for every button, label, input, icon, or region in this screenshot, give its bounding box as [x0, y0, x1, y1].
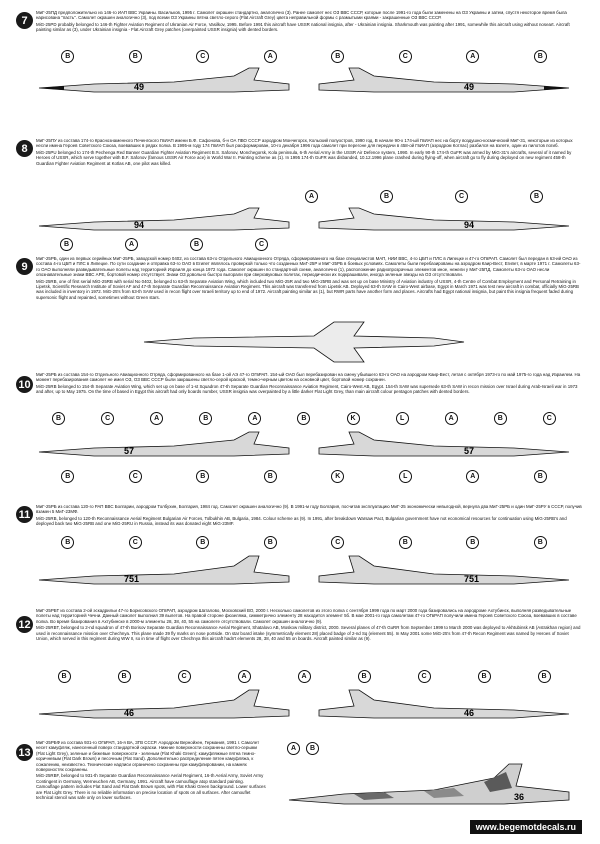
jet-camouflage-profile	[284, 760, 574, 820]
marking-circle: B	[534, 536, 547, 549]
tail-number: 57	[124, 446, 135, 456]
marking-circle: B	[199, 412, 212, 425]
jet-profile-left	[34, 430, 294, 464]
tail-number: 36	[514, 792, 525, 802]
marking-circle: A	[287, 742, 300, 755]
tail-number: 46	[124, 708, 135, 718]
tail-number: 57	[464, 446, 475, 456]
marking-circle: C	[101, 412, 114, 425]
section-12	[14, 608, 586, 734]
jet-profile-right	[314, 430, 574, 464]
marking-circle: A	[445, 412, 458, 425]
text-ru: МиГ-25ПД предположительно из 146-го ИАП ВВС Украины. Васильков, 1995 г. Самолет окрашен стандартно, аналогично (3). Ранее самолет нес ОЗ ВВС СССР, которые после 1991-го года были заменены на ОЗ Украины и затем, спустя некоторое время была нарисована "пасть". Самолет окрашен аналогично (3), под всеми ОЗ Украины пятна светло-серого (Flat Aircraft Grey) цвета неправильной формы с размытыми краями - закрашенные ОЗ ВВС СССР.	[36, 10, 567, 21]
section-text	[36, 256, 582, 316]
text-ru: МиГ-25РБТ из состава 2-ой эскадрильи 47-го Борисовского ОГвРАП, аэродром Шаталово, Московский ВО, 2000 г. Несколько самолетов из этого полка с сентября 1999 года по март 2000 года базировались на аэродроме Ахтубинск, выполняя разведывательные полеты над территорией Чечни. Данный самолет выполнил 39 вылетов. На правой стороне фюзеляжа, симметрично элементу 28 находится элемент 5б. В мае 2001-го года самолетам 47-го ОГвРАП получили имена Героев Советского Союза, воевавших в составе полка. Во время базирования в Ахтубинске в 2000-м элементы 28, 38, 40, 55 на самолете отсутствовали. Самолет окрашен аналогично (9).	[36, 608, 577, 624]
tail-number: 49	[464, 82, 475, 92]
jet-profile-left	[34, 66, 294, 100]
marking-circle: B	[61, 50, 74, 63]
text-en: MiG-25RBF, belonged to 931-th Separate Guardian Reconnaissance Aerial Regiment, 16-th Aerial Army, Soviet Army Contingent in Germany, Werneuchen AB, Germany, 1991. Aircraft have camouflage atop standard painting. Camouflage pattern includes Flat Sand and Flat Dark Brown spots, with Flat Khaki Green background. Lower surfaces are Flat Light Grey. There is no reliable information on precise location of spots on all surfaces. After camouflet technical stencil was safe only on lower surfaces.	[36, 773, 266, 801]
text-ru: МиГ-25РБ из состава 120-го РАП ВВС Болгарии, аэродром Толбухин, Болгария, 1984 год. Самолет окрашен аналогично (9). В 1991-м году Болгария, посчитав эксплуатацию МиГ-25 экономически невыгодной, вернула два МиГ-25РБ и один МиГ-25РУ в СССР, получив взамен 5 МиГ-23МФ.	[36, 504, 582, 515]
marking-circle: B	[196, 470, 209, 483]
markings-row	[34, 412, 574, 426]
section-text	[36, 138, 582, 188]
marking-circle: B	[380, 190, 393, 203]
marking-circle: B	[61, 536, 74, 549]
marking-circle: C	[178, 670, 191, 683]
markings-row	[274, 190, 574, 204]
marking-circle: B	[60, 238, 73, 251]
marking-circle: C	[455, 190, 468, 203]
marking-circle: B	[306, 742, 319, 755]
marking-circle: B	[494, 412, 507, 425]
marking-circle: B	[52, 412, 65, 425]
text-en: MiG-25RB, belonged to 120-th Reconnaissance Aerial Regiment Bulgarian Air Forces, Tolbukhin AB, Bulgaria, 1984. Colour scheme as (9). In 1991, after breakdown Warsaw Pact, Bulgarian government have not economical resources for continuation using MiG-25RB's and deployed back two MiG-25RB and one MiG-25RU in Russia, instead its was donated eight MiG-23MF.	[36, 515, 567, 527]
marking-circle: A	[466, 50, 479, 63]
text-ru: МиГ-25РБФ из состава 931-го ОГвРАП, 16-я ВА, ЗГВ СССР. Аэродром Вернойхен, Германия, 1991 г. Самолет несет камуфляж, нанесенный поверх стандартной окраски. Нижние поверхности сохранены светло-серыми (Flat Light Grey), зеленые и бежевые поверхности - зеленым (Flat Khaki Green); камуфляжные пятна темно-коричневым (Flat Dark Brown) и песочным (Flat Sand). Дополнительно распределение пятен камуфляжа, к сожалению, неизвестно. Технические надписи ограничено сохранены при камуфлировании, на камнях поверхностях сохранены.	[36, 740, 260, 773]
marking-circle: A	[248, 412, 261, 425]
marking-circle: B	[118, 670, 131, 683]
marking-circle: B	[478, 670, 491, 683]
marking-circle: B	[534, 470, 547, 483]
marking-circle: B	[358, 670, 371, 683]
jet-topview	[134, 318, 474, 366]
marking-circle: B	[297, 412, 310, 425]
marking-circle: B	[530, 190, 543, 203]
tail-number: 751	[464, 574, 480, 584]
text-en: MiG-25PU belonged to 174-th Pechenga Red Banner Guardian Fighter Aviation Regiment B.S. Safonov, Monchegorsk, Kola peninsula, 6-th Aerial Army in the USSR Air Defence system, 1990. In early 90-th 174-th GuFR was armed by MiG-31's aircrafts, several of it named by Heroes of USSR, which serve together with B.F. Safonov (famous USSR Air Force ace) in World War II. Painting scheme as (1). In 1995 174-th GuFR was disbanded, 10.12.1996 plane crashed during flying-off, when aircraft go to fly during deployed on new regiment 458-th Guardian Fighter Aviation Regiment at Kotlas AB, one pilot was killed.	[36, 149, 572, 166]
section-7	[14, 10, 586, 100]
text-en: MiG-25RB belonged to 154-th Separate Aviation Wing, which set up on base of 1-st Squadron 47-th Separate Guardian Reconnaissance Aviation Regiment, Cairo-West AB, Egypt. 154-th SAW was supersede 63-th SAW in recon mission over Israel during Arab-Israeli war in 1973 and after, up to May 1975. On the time of based in Egypt this aircraft had only boards number, USSR insignia was overpainted by a little darker Flat Light Grey, than main aircraft colour pentagon patches with dented borders.	[36, 383, 578, 395]
marking-circle: B	[264, 470, 277, 483]
text-ru: МиГ-25РБ, один из первых серийных МиГ-25РБ, заводской номер 0402, из состава 63-го Отдельного Авиационного Отряда, сформированного на базе специалистов МАП, НИИ ВВС, 4-го ЦБП и ПЛС в Липецке и 47-го ОГвРАП. Самолет был передан в 63-ий ОАО из состава 4-го ЦБП и ПЛС в Липецке. По сути создание и отправка 63-го ОАО в Египет являлось проверкой только что созданных МиГ-25Р и МиГ-25РБ в боевых условиях. Самолеты были перебазированы на аэродром Каир-Вест, Египет, в марте 1971 г. Самолеты 63-го ОАО выполняли разведывательные полеты над территорией Израиля до конца 1972 года. Самолет окрашен по стандартной схеме, аналогично (1), расположение радиопрозрачных элементов иное, нежели у МиГ-25ПД. Самолеты 63-го ОАО несли опознавательные знаки ВВС АРЕ, бортовой номер отсутствует. Знаки ОЗ довольно быстро выгорали при сверхзвуковых полетах, периодически их подкрашивали, иногда зеленые звезды на ОЗ отсутствовали.	[36, 256, 581, 278]
marking-circle: B	[538, 670, 551, 683]
tail-number: 94	[134, 220, 145, 230]
marking-circle: B	[190, 238, 203, 251]
section-number: 13	[16, 744, 33, 761]
marking-circle: K	[331, 470, 344, 483]
tail-number: 46	[464, 708, 475, 718]
marking-circle: A	[466, 470, 479, 483]
marking-circle: B	[331, 50, 344, 63]
marking-circle: C	[196, 50, 209, 63]
marking-circle: B	[399, 536, 412, 549]
section-number: 10	[16, 376, 33, 393]
section-text	[36, 608, 582, 666]
text-en: MiG-25PD probably belonged to 146-th Fighter Aviation Regiment of Ukranian Air Force, Vasilkov, 1995. Before 1991 this aircraft have USSR national insignia, after - Ukrainian insignia. Sharkmouth was painting after 1991, somewhile this aircraft using without noseart. Aircraft painting similar as (3), under Ukrainian insignia - Flat Aircraft Grey patches (overpainted USSR insignia) with dented borders.	[36, 21, 570, 33]
jet-profile-right	[314, 688, 574, 728]
markings-row	[34, 536, 574, 550]
jet-profile-right	[314, 206, 574, 238]
marking-circle: A	[264, 50, 277, 63]
marking-circle: B	[534, 50, 547, 63]
section-11	[14, 504, 586, 604]
section-8	[14, 138, 586, 250]
marking-circle: L	[396, 412, 409, 425]
jet-profile-right	[314, 554, 574, 594]
section-text	[36, 10, 582, 48]
marking-circle: A	[238, 670, 251, 683]
marking-circle: B	[264, 536, 277, 549]
section-9	[14, 256, 586, 366]
website-footer: www.begemotdecals.ru	[470, 820, 582, 834]
jet-profile-left	[34, 688, 294, 728]
marking-circle: C	[399, 50, 412, 63]
marking-circle: A	[150, 412, 163, 425]
text-en: MiG-25RB, one of first serial MiG-25RB with serial No 0402, belonged to 63-th Separate Aviation Wing, which included two MiG-25R and two MiG-25RB and was set up on base Ministry of Aviation industry of USSR, 4-th Centre of Combat Employment and Personal Retraining in Lipetsk, Scientific Research Institute of Soviet AF and 47-th Separate Guardian Reconnaissance Aviation Regiment. This aircraft was transferred from Lipetsk AB. Deployed 63-th SAW in Cairo-West airbase, Egypt in March 1971 was test new aircraft in combat, officially MiG-25RB was included in inventory in 1972. MiG-25's from 63-th SAW used in recon flight over Israeli territory up to end of 1972. Aircraft painting similar as (1), but RWR parts have another form and places. Aircrafts had Egypt national insignia, but paint this insignia frequent faded during supersonic flight and repainted, sometimes without Green stars.	[36, 278, 579, 300]
section-text	[36, 504, 582, 532]
marking-circle: A	[305, 190, 318, 203]
section-text	[36, 372, 582, 408]
marking-circle: B	[466, 536, 479, 549]
marking-circle: A	[125, 238, 138, 251]
marking-circle: C	[418, 670, 431, 683]
markings-row	[34, 670, 574, 684]
jet-profile-right	[314, 66, 574, 100]
marking-circle: B	[58, 670, 71, 683]
text-ru: МиГ-25РБ из состава 154-го Отдельного Авиационного Отряда, сформированного на базе 1-ой АЭ 47-го ОГвРАП. 154-ый ОАО был перебазирован на смену убывшего 63-го ОАО на аэродром Каир-Вест, летая с октября 1973-го по май 1975-го года над Израилем. На момент перебазирования самолет не имел ОЗ, ОЗ ВВС СССР были закрашены светло-серой краской, темно-черным цветом на основной цвет, бортовой номер сохранен.	[36, 372, 581, 383]
section-number: 12	[16, 616, 33, 633]
section-number: 11	[16, 506, 33, 523]
tail-number: 751	[124, 574, 140, 584]
marking-circle: K	[347, 412, 360, 425]
marking-circle: C	[255, 238, 268, 251]
jet-profile-left	[34, 554, 294, 594]
marking-circle: B	[196, 536, 209, 549]
marking-circle: C	[129, 470, 142, 483]
tail-number: 49	[134, 82, 145, 92]
text-ru: МиГ-25ПУ из состава 174-го Краснознаменного Печенгского ГвИАП имени Б.Ф. Сафонова, б-н ОА ПВО СССР аэродром Мончегорск, Кольский полуостров, 1990 год. В начале 90-х 174-ый ГвИАП нес на борту воздушно-космический МиГ-31, некоторые из которых несли имена Героев Советского Союза, воевавших в рядах полка. В 1995-м году 174 ГвИАП был расформирован, 10-го декабря 1996 года самолет при перегоне для передачи в 458-ой ГвИАП (аэродром Котлас) разбился на взлете, один из пилотов погиб.	[36, 138, 573, 149]
tail-number: 94	[464, 220, 475, 230]
text-en: MiG-25RBT, belonged to 2-nd squadron of 47-th Borisov Separate Guardian Reconnaissance Aerial Regiment, Shatalovo AB, Moskow military district, 2000. Several planes of 47-th GuRR from September 1999 to March 2000 was deployed to Akhtubinsk AB (Astrakhan region) and used in reconnaissance mission over Chechnya. This plane made 39 fly marks on nose portside. On star board intake (symmetrically element 28) placed badge of 2-nd Sq (element 55). In May 2001 some MiG-25's from 47-th Recon Regiment was named by Heroes of Soviet Union, which served in this regiment during WW II, so in time of flight over Chechnya this aircraft hadn't elements 28, 38, 40 and 55 on boards. Aircraft painted similar as (9).	[36, 625, 581, 642]
jet-profile-left	[34, 206, 294, 238]
marking-circle: B	[129, 50, 142, 63]
marking-circle: L	[399, 470, 412, 483]
decal-instruction-sheet	[14, 10, 586, 834]
marking-circle: C	[129, 536, 142, 549]
markings-row	[34, 238, 294, 250]
section-10	[14, 372, 586, 500]
section-number: 8	[16, 140, 33, 157]
markings-row	[284, 742, 364, 756]
marking-circle: C	[543, 412, 556, 425]
marking-circle: C	[331, 536, 344, 549]
section-text	[36, 740, 266, 830]
markings-row	[34, 470, 574, 484]
marking-circle: B	[61, 470, 74, 483]
markings-row	[34, 50, 574, 64]
section-number: 7	[16, 12, 33, 29]
section-number: 9	[16, 258, 33, 275]
marking-circle: A	[298, 670, 311, 683]
